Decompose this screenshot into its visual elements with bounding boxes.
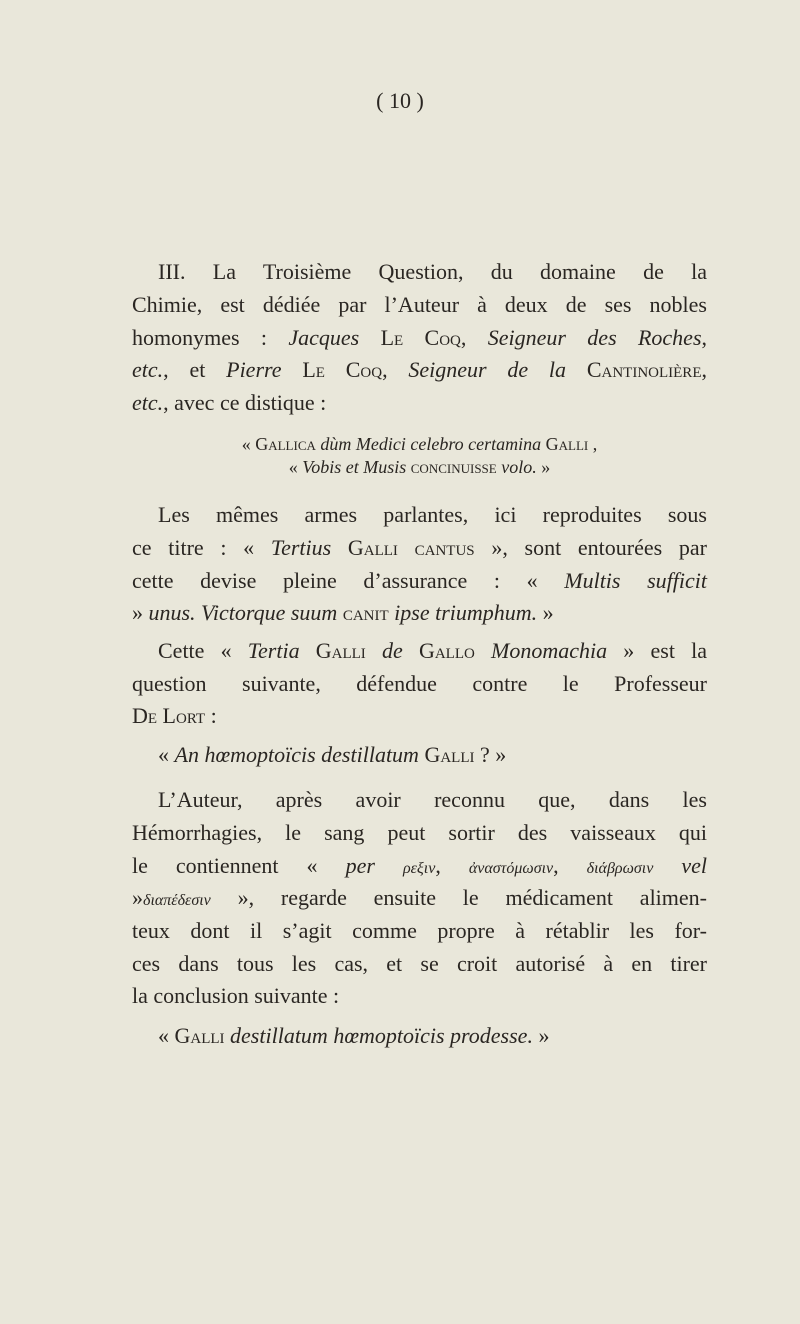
text-segment: canit bbox=[342, 600, 389, 625]
text-line bbox=[132, 356, 707, 384]
text-line bbox=[158, 501, 707, 529]
text-segment: Seigneur des Roches bbox=[487, 325, 702, 350]
text-segment: ἀναστόμωσιν bbox=[468, 860, 554, 877]
text-segment: III. La Troisième Question, du domaine de la bbox=[158, 259, 707, 284]
text-segment: » bbox=[536, 457, 551, 477]
text-segment: », regarde ensuite le médicament alimen- bbox=[210, 885, 707, 910]
text-segment: vel bbox=[681, 853, 708, 878]
text-segment: etc. bbox=[132, 357, 164, 382]
text-segment: De Lort bbox=[132, 703, 206, 728]
text-segment: homonymes : bbox=[132, 325, 289, 350]
text-segment: » bbox=[537, 600, 554, 625]
text-segment: , bbox=[460, 325, 488, 350]
text-segment: » bbox=[132, 600, 149, 625]
text-segment: « bbox=[158, 1023, 175, 1048]
text-segment: , bbox=[588, 434, 598, 454]
text-line bbox=[132, 324, 707, 352]
text-line bbox=[132, 389, 707, 417]
text-segment: ? » bbox=[474, 742, 507, 767]
text-segment: » est la bbox=[607, 638, 707, 663]
text-line bbox=[158, 786, 707, 814]
text-segment: Galli bbox=[315, 638, 366, 663]
text-segment: Galli bbox=[545, 434, 589, 454]
text-segment: διαπέδεσιν bbox=[143, 892, 211, 909]
text-segment: Tertius bbox=[270, 535, 332, 560]
text-segment: ces dans tous les cas, et se croit autorisé à en tirer bbox=[132, 951, 707, 976]
text-segment: dùm Medici celebro certamina bbox=[320, 434, 542, 454]
text-segment: Chimie, est dédiée par l’Auteur à deux de ses nobles bbox=[132, 292, 707, 317]
text-segment: Les mêmes armes parlantes, ici reproduites sous bbox=[158, 502, 707, 527]
text-segment: » bbox=[132, 885, 143, 910]
text-segment: ipse triumphum. bbox=[394, 600, 538, 625]
text-segment: διάβρωσιν bbox=[586, 860, 654, 877]
text-segment bbox=[331, 535, 348, 560]
text-segment: teux dont il s’agit comme propre à rétablir les for- bbox=[132, 918, 707, 943]
text-segment: , bbox=[435, 853, 469, 878]
text-line bbox=[158, 258, 707, 286]
text-segment: Le Coq bbox=[302, 357, 383, 382]
text-segment: Pierre bbox=[226, 357, 282, 382]
text-segment: de bbox=[382, 638, 403, 663]
text-segment: destillatum hœmoptoïcis prodesse. bbox=[230, 1023, 533, 1048]
text-segment: Hémorrhagies, le sang peut sortir des vaisseaux qui bbox=[132, 820, 707, 845]
text-segment: Gallica bbox=[255, 434, 316, 454]
text-segment bbox=[475, 638, 491, 663]
text-line bbox=[132, 819, 707, 847]
text-segment: Galli bbox=[424, 742, 475, 767]
text-segment: volo. bbox=[501, 457, 537, 477]
text-line bbox=[132, 884, 707, 915]
text-segment: unus. Victorque suum bbox=[148, 600, 338, 625]
text-line bbox=[132, 950, 707, 978]
text-segment: Galli cantus bbox=[347, 535, 475, 560]
text-segment: Galli bbox=[174, 1023, 225, 1048]
text-line bbox=[132, 982, 707, 1010]
text-segment: , bbox=[701, 357, 707, 382]
text-line bbox=[132, 534, 707, 562]
text-segment: ρεξιν bbox=[402, 860, 436, 877]
text-line bbox=[158, 741, 707, 769]
text-segment bbox=[359, 325, 380, 350]
text-segment: « bbox=[241, 434, 256, 454]
text-line bbox=[132, 453, 707, 481]
text-segment: An hœmoptoïcis destillatum bbox=[174, 742, 419, 767]
text-segment bbox=[653, 853, 681, 878]
text-segment: Vobis et Musis bbox=[302, 457, 407, 477]
text-segment: Cette « bbox=[158, 638, 248, 663]
text-segment: » bbox=[532, 1023, 550, 1048]
text-segment: Monomachia bbox=[491, 638, 608, 663]
text-line bbox=[132, 852, 707, 883]
text-segment: L’Auteur, après avoir reconnu que, dans les bbox=[158, 787, 707, 812]
text-segment: la conclusion suivante : bbox=[132, 983, 340, 1008]
text-segment bbox=[366, 638, 382, 663]
text-segment: ce titre : « bbox=[132, 535, 271, 560]
text-segment: per bbox=[345, 853, 375, 878]
text-segment: », sont entourées par bbox=[474, 535, 707, 560]
text-segment: , bbox=[701, 325, 708, 350]
text-segment bbox=[300, 638, 316, 663]
text-segment: Multis sufficit bbox=[564, 568, 707, 593]
text-segment: concinuisse bbox=[410, 457, 497, 477]
text-segment: Jacques bbox=[288, 325, 360, 350]
text-segment bbox=[282, 357, 303, 382]
text-segment: Gallo bbox=[418, 638, 475, 663]
text-segment: Cantinolière bbox=[586, 357, 702, 382]
text-segment: , bbox=[553, 853, 587, 878]
text-segment bbox=[403, 638, 419, 663]
text-segment bbox=[375, 853, 403, 878]
text-segment: : bbox=[205, 703, 217, 728]
text-segment bbox=[566, 357, 587, 382]
text-segment: etc. bbox=[132, 390, 164, 415]
text-line bbox=[158, 1022, 707, 1050]
text-segment: Tertia bbox=[247, 638, 300, 663]
text-segment: le contiennent « bbox=[132, 853, 346, 878]
text-segment: , avec ce distique : bbox=[163, 390, 327, 415]
text-line bbox=[132, 599, 707, 627]
text-line bbox=[132, 291, 707, 319]
text-segment: « bbox=[288, 457, 303, 477]
text-line bbox=[132, 917, 707, 945]
text-line bbox=[132, 702, 707, 730]
text-line bbox=[132, 670, 707, 698]
text-segment: cette devise pleine d’assurance : « bbox=[132, 568, 565, 593]
text-segment: Seigneur de la bbox=[408, 357, 567, 382]
text-segment: , bbox=[382, 357, 409, 382]
text-segment: « bbox=[158, 742, 175, 767]
text-line bbox=[132, 567, 707, 595]
page-number: ( 10 ) bbox=[376, 88, 424, 113]
text-segment: Le Coq bbox=[380, 325, 461, 350]
text-line bbox=[158, 637, 707, 665]
text-segment: , et bbox=[163, 357, 227, 382]
text-segment: question suivante, défendue contre le Professeur bbox=[132, 671, 707, 696]
